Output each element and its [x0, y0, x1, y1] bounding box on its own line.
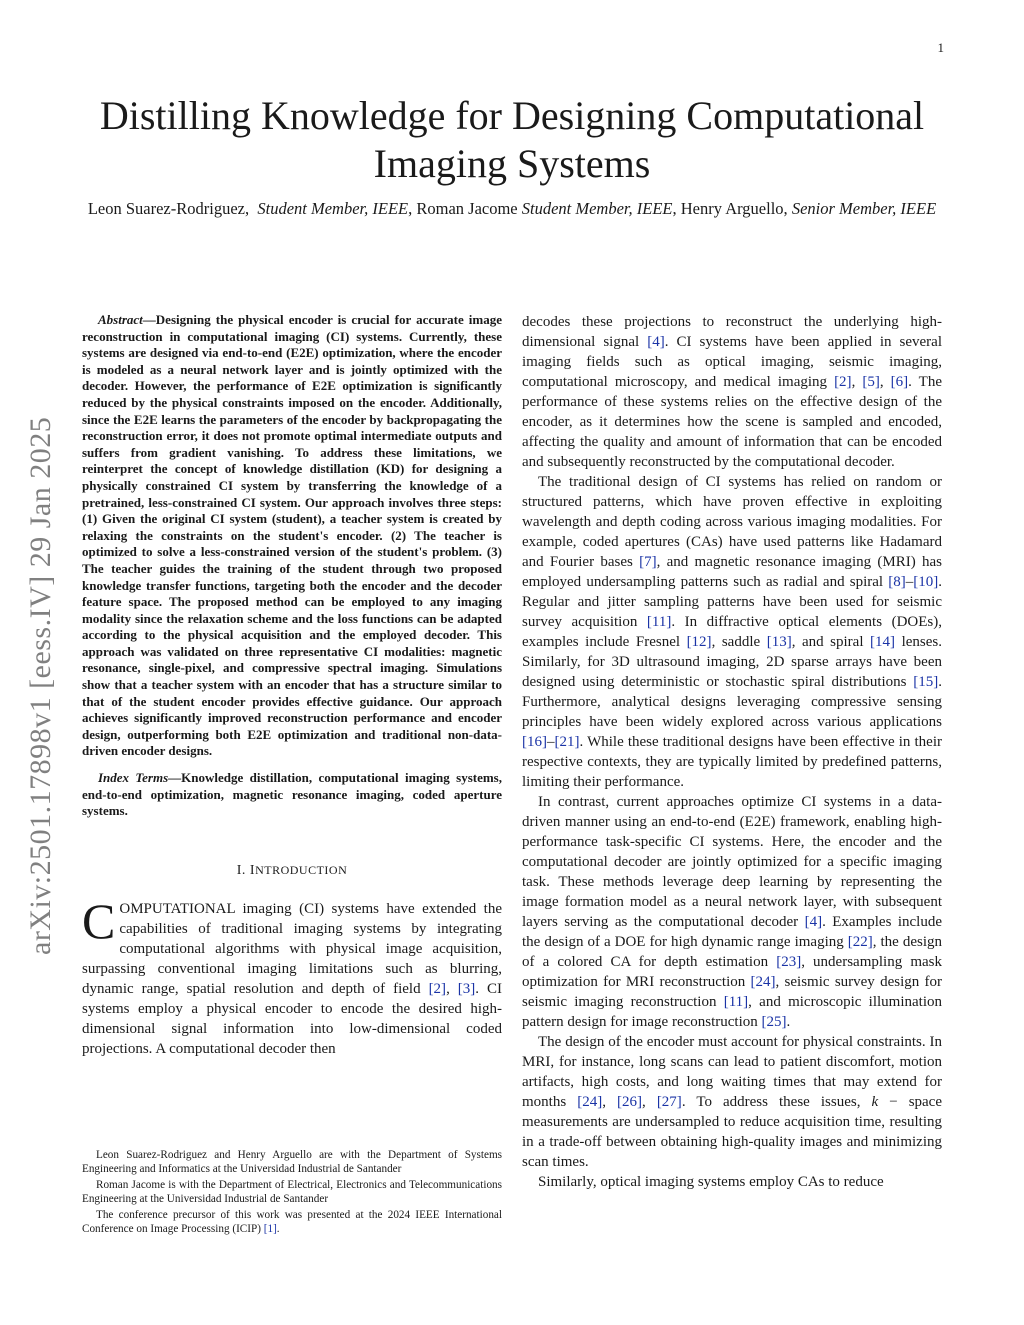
citation-link[interactable]: [13] [766, 634, 792, 650]
intro-text: . CI systems employ a physical encoder to encode the desired high-dimensional signal information into low-dimensional coded projections. A computational decoder then [82, 980, 502, 1057]
paragraph: Similarly, optical imaging systems employ CAs to reduce [538, 1174, 884, 1190]
footnote-1: Leon Suarez-Rodriguez and Henry Arguello are with the Department of Systems Engineering and Informatics at the Universidad Industrial de Santander [82, 1149, 502, 1175]
separator: , [642, 1094, 657, 1110]
arxiv-stamp: arXiv:2501.17898v1 [eess.IV] 29 Jan 2025 [24, 416, 57, 955]
author-2-role: Student Member, IEEE [521, 199, 673, 218]
page-number: 1 [937, 40, 944, 55]
citation-link[interactable]: [8] [888, 574, 906, 590]
body-text: . To address these issues, [681, 1094, 872, 1110]
citation-link[interactable]: [24] [750, 974, 776, 990]
body-text: , and microscopic illumination pattern design for image reconstruction [522, 994, 942, 1030]
citation-link[interactable]: [2] [428, 980, 447, 997]
author-2-name: , Roman Jacome [408, 199, 518, 218]
citation-link[interactable]: [23] [776, 954, 802, 970]
section-title-rest: NTRODUCTION [255, 862, 348, 877]
abstract [82, 312, 502, 760]
body-text: . In diffractive optical elements (DOEs), examples include Fresnel [522, 614, 942, 650]
separator: , [851, 374, 863, 390]
body-text: . While these traditional designs have been effective in their respective contexts, they are typically limited by predefined patterns, limiting their performance. [522, 734, 942, 790]
abstract-label: Abstract [98, 312, 143, 327]
paragraph [522, 472, 942, 792]
body-text: . Regular and jitter sampling patterns have been used for seismic survey acquisition [522, 574, 942, 630]
citation-link[interactable]: [16] [522, 734, 547, 750]
index-terms-text: —Knowledge distillation, computational imaging systems, end-to-end optimization, magnetic resonance imaging, coded aperture systems. [82, 770, 502, 819]
index-terms-label: Index Terms [98, 770, 169, 786]
abstract-text: —Designing the physical encoder is crucial for accurate image reconstruction in computational imaging (CI) systems. Currently, these systems are designed via end-to-end (E2E) optimization, where the encoder is modeled as a neural network layer and is jointly optimized with the decoder. However, the performance of E2E optimization is significantly reduced by the physical constraints imposed on the encoder. Additionally, since the E2E learns the parameters of the encoder by backpropagating the reconstruction error, it does not promote optimal intermediate outputs and suffers from gradient vanishing. To address these limitations, we reinterpret the concept of knowledge distillation (KD) for designing a physically constrained CI system by transferring the knowledge of a pretrained, less-constrained CI system. Our approach involves three steps: (1) Given the original CI system (student), a teacher system is created by relaxing the constraints on the student's encoder. (2) The teacher is optimized to solve a less-constrained version of the student's problem. (3) The teacher guides the training of the student through two proposed knowledge transfer functions, targeting both the encoder and the decoder feature space. The proposed method can be employed to any imaging modality since the relaxation scheme and the loss functions can be adapted according to the physical acquisition and the employed decoder. This approach was validated on three representative CI modalities: magnetic resonance, single-pixel, and compressive spectral imaging. Simulations show that a teacher system with an encoder that has a structure similar to that of the student encoder provides effective guidance. Our approach achieves significantly improved reconstruction performance and encoder design, outperforming both E2E optimization and traditional non-data-driven encoder designs. [82, 312, 502, 759]
body-text: , and spiral [791, 634, 871, 650]
body-text: . CI systems have been applied in several imaging fields such as optical imaging, seismic imaging, computational microscopy, and medical imaging [522, 334, 943, 390]
footnote-3 [82, 1208, 502, 1236]
separator: , [446, 980, 458, 997]
citation-link[interactable]: [11] [646, 614, 672, 630]
citation-link[interactable]: [25] [761, 1014, 787, 1030]
dropcap: C [82, 892, 116, 949]
citation-link[interactable]: [7] [639, 554, 657, 570]
citation-link[interactable]: [2] [834, 374, 852, 390]
citation-link[interactable]: [4] [804, 914, 823, 930]
citation-link[interactable]: [22] [847, 934, 873, 950]
paragraph [522, 312, 942, 472]
citation-link[interactable]: [12] [686, 634, 712, 650]
body-text: The traditional design of CI systems has relied on random or structured patterns, which have proven effective in exploiting wavelength and depth coding across various imaging modalities. For example, coded apertures (CAs) have used patterns like Hadamard and Fourier bases [522, 474, 942, 570]
body-text: The design of the encoder must account for physical constraints. In MRI, for instance, long scans can lead to patient discomfort, motion artifacts, high costs, and long waiting times that may extend for months [522, 1034, 942, 1110]
separator: – [547, 734, 555, 750]
section-number: I. [236, 862, 246, 878]
paragraph [522, 1032, 942, 1172]
body-text: , and magnetic resonance imaging (MRI) has employed undersampling patterns such as radial and spiral [522, 554, 942, 590]
math-k: k [871, 1094, 879, 1110]
author-list [80, 198, 944, 220]
citation-link[interactable]: [10] [913, 574, 939, 590]
section-first-letter: I [249, 862, 256, 878]
author-1-role: Student Member, IEEE [257, 199, 409, 218]
citation-link[interactable]: [4] [647, 334, 665, 350]
index-terms [82, 770, 502, 820]
left-column [82, 312, 502, 1059]
section-heading [82, 860, 502, 881]
body-text: , undersampling mask optimization for MRI reconstruction [522, 954, 942, 990]
citation-link[interactable]: [21] [554, 734, 580, 750]
author-3-role: Senior Member, IEEE [791, 199, 937, 218]
intro-text: imaging (CI) systems have extended the capabilities of traditional imaging systems by integrating computational algorithms with physical image acquisition, surpassing conventional imaging limitations such as blurring, dynamic range, spatial resolution and depth of field [82, 900, 502, 997]
body-text: . Examples include the design of a DOE for high dynamic range imaging [522, 914, 942, 950]
intro-paragraph [82, 892, 502, 1059]
footnote-2: Roman Jacome is with the Department of Electrical, Electronics and Telecommunications Engineering at the Universidad Industrial de Santander [82, 1179, 502, 1205]
citation-link[interactable]: [26] [617, 1094, 643, 1110]
citation-link[interactable]: [3] [457, 980, 476, 997]
separator: – [905, 574, 914, 590]
separator: , [879, 374, 891, 390]
citation-link[interactable]: [27] [656, 1094, 682, 1110]
author-1-name: Leon Suarez-Rodriguez, [87, 199, 250, 218]
footnote-text: . [276, 1223, 280, 1235]
intro-lead: OMPUTATIONAL [119, 900, 236, 917]
separator: , [602, 1094, 618, 1110]
citation-link[interactable]: [5] [862, 374, 880, 390]
body-text: . Furthermore, analytical designs leveraging compressive sensing principles have been widely explored across various applications [522, 674, 942, 730]
body-text: . [786, 1014, 791, 1030]
citation-link[interactable]: [15] [913, 674, 939, 690]
body-text: , the design of a colored CA for depth estimation [522, 934, 942, 970]
citation-link[interactable]: [1] [263, 1223, 277, 1235]
body-text: , seismic survey design for seismic imaging reconstruction [522, 974, 942, 1010]
paragraph [522, 792, 942, 1032]
right-column [522, 312, 942, 1192]
body-text: decodes these projections to reconstruct the underlying high-dimensional signal [522, 314, 942, 350]
author-3-name: , Henry Arguello, [672, 199, 788, 218]
body-text: − space measurements are undersampled to reduce acquisition time, resulting in a trade-off between obtaining high-quality images and minimizing scan times. [522, 1094, 942, 1170]
footnotes [82, 1148, 502, 1238]
citation-link[interactable]: [14] [870, 634, 896, 650]
body-text: . The performance of these systems relies on the effective design of the encoder, as it determines how the scene is sampled and encoded, affecting the quality and amount of information that can be encoded and subsequently reconstructed by the computational decoder. [522, 374, 942, 470]
footnote-text: The conference precursor of this work was presented at the 2024 IEEE International Conference on Image Processing (ICIP) [82, 1209, 502, 1235]
body-text: lenses. Similarly, for 3D ultrasound imaging, 2D sparse arrays have been designed using deterministic or stochastic spiral distributions [522, 634, 942, 690]
body-text: In contrast, current approaches optimize CI systems in a data-driven manner using an end-to-end (E2E) framework, enabling high-performance task-specific CI systems. Here, the encoder and the computational decoder are jointly optimized for a specific imaging task. These methods leverage deep learning by representing the image formation model as a neural network layer, with subsequent layers serving as the computational decoder [522, 794, 942, 930]
citation-link[interactable]: [6] [890, 374, 909, 390]
citation-link[interactable]: [11] [723, 994, 749, 1010]
body-text: , saddle [711, 634, 767, 650]
citation-link[interactable]: [24] [577, 1094, 603, 1110]
paper-title: Distilling Knowledge for Designing Computational Imaging Systems [99, 93, 925, 186]
